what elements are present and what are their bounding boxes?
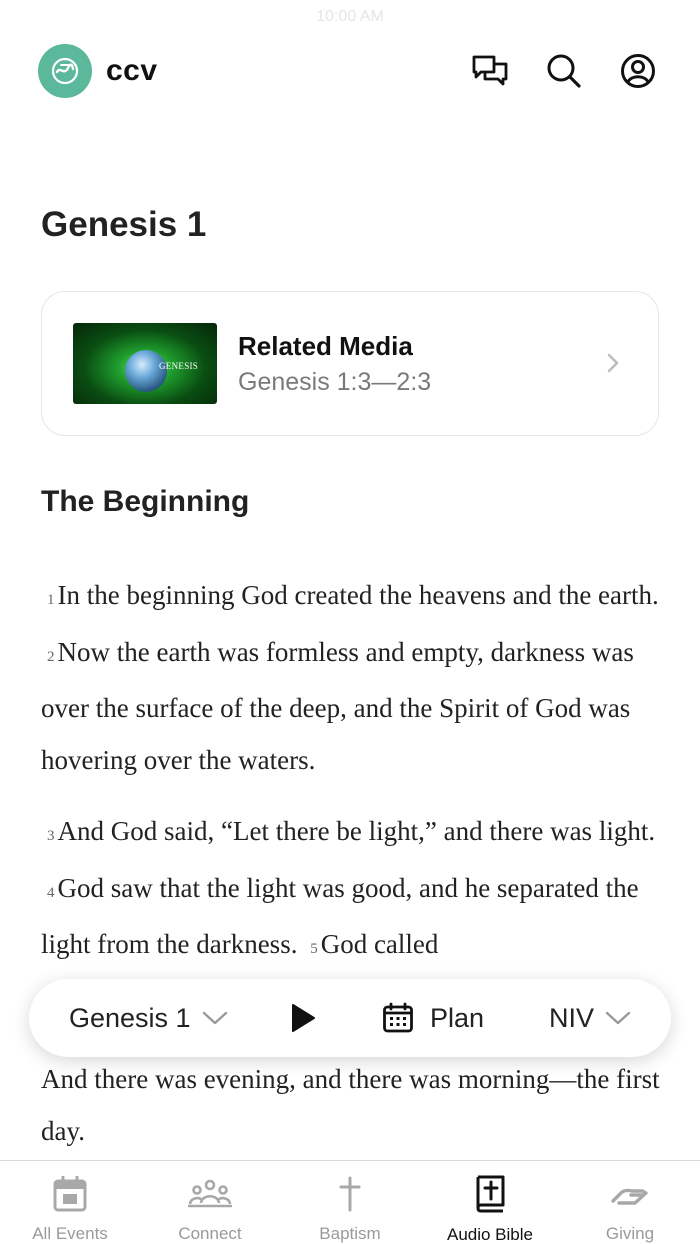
paragraph-2 <box>41 806 666 976</box>
plan-label: Plan <box>430 1002 485 1033</box>
chapter-selector[interactable] <box>69 1003 229 1034</box>
chat-icon <box>472 54 508 88</box>
thumbnail-title: GENESIS <box>159 361 199 371</box>
version-selector[interactable] <box>549 1003 632 1034</box>
tab-label: Audio Bible <box>446 1225 533 1244</box>
search-icon <box>546 53 582 89</box>
tab-label: Connect <box>178 1224 242 1243</box>
ccv-logo-icon <box>50 56 80 86</box>
plan-button[interactable] <box>382 1002 484 1034</box>
verse-number: 5 <box>310 941 318 957</box>
tab-icon-wrap <box>474 1175 506 1213</box>
verse-5-continued[interactable]: And there was evening, and there was morning—the first day. <box>41 1064 660 1146</box>
cross-icon <box>338 1176 362 1212</box>
verse-3[interactable]: And God said, “Let there be light,” and there was light. <box>57 816 656 846</box>
tab-label: All Events <box>32 1224 108 1243</box>
section-heading: The Beginning <box>41 485 250 518</box>
related-media-subtitle: Genesis 1:3—2:3 <box>238 367 432 396</box>
account-button[interactable] <box>620 53 656 89</box>
version-label: NIV <box>549 1002 595 1033</box>
tab-icon-wrap <box>338 1175 362 1212</box>
page-title: Genesis 1 <box>41 205 207 244</box>
tab-icon-wrap <box>53 1175 87 1212</box>
verse-number: 3 <box>47 828 55 844</box>
chapter-label: Genesis 1 <box>69 1002 191 1033</box>
tab-label: Giving <box>605 1224 655 1243</box>
chevron-down-icon <box>604 1010 632 1026</box>
ccv-logo[interactable] <box>38 44 92 98</box>
verse-number: 2 <box>47 648 55 665</box>
verse-2[interactable]: Now the earth was formless and empty, darkness was over the surface of the deep, and the Spirit of God was hovering over the waters. <box>41 636 634 775</box>
media-text <box>238 331 431 397</box>
play-icon <box>289 1003 317 1033</box>
verse-number: 4 <box>47 884 55 901</box>
chevron-down-icon <box>201 1010 229 1026</box>
tab-label: Baptism <box>319 1224 381 1243</box>
paragraph-1 <box>41 570 666 786</box>
status-time: 10:00 AM <box>316 8 384 25</box>
globe-image <box>125 350 167 392</box>
header-actions <box>472 53 656 89</box>
bottom-tab-bar <box>0 1160 700 1244</box>
verse-1[interactable]: In the beginning God created the heavens and the earth. <box>57 580 659 610</box>
verse-number: 1 <box>47 592 55 608</box>
account-icon <box>620 53 656 89</box>
audio-player-bar <box>29 979 671 1057</box>
play-button[interactable] <box>289 1003 317 1033</box>
chat-button[interactable] <box>472 53 508 89</box>
verse-4[interactable]: God saw that the light was good, and he separated the light from the darkness. <box>41 872 639 959</box>
search-button[interactable] <box>546 53 582 89</box>
tab-icon-wrap <box>611 1175 649 1212</box>
tab-connect[interactable] <box>140 1161 280 1244</box>
scripture-text <box>41 570 666 996</box>
giving-hand-icon <box>611 1181 649 1207</box>
group-icon <box>188 1179 232 1209</box>
calendar-icon <box>382 1002 414 1034</box>
verse-5[interactable]: God called <box>320 929 439 959</box>
media-thumbnail <box>73 323 217 404</box>
tab-all-events[interactable] <box>0 1161 140 1244</box>
related-media-card[interactable] <box>41 291 659 436</box>
bible-icon <box>474 1175 506 1213</box>
tab-audio-bible[interactable] <box>420 1161 560 1244</box>
tab-icon-wrap <box>188 1175 232 1212</box>
app-header <box>38 44 656 98</box>
chevron-right-icon <box>606 352 620 374</box>
tab-baptism[interactable] <box>280 1161 420 1244</box>
calendar-icon <box>53 1176 87 1212</box>
tab-giving[interactable] <box>560 1161 700 1244</box>
brand-name: ccv <box>106 54 158 87</box>
related-media-title: Related Media <box>238 330 413 361</box>
